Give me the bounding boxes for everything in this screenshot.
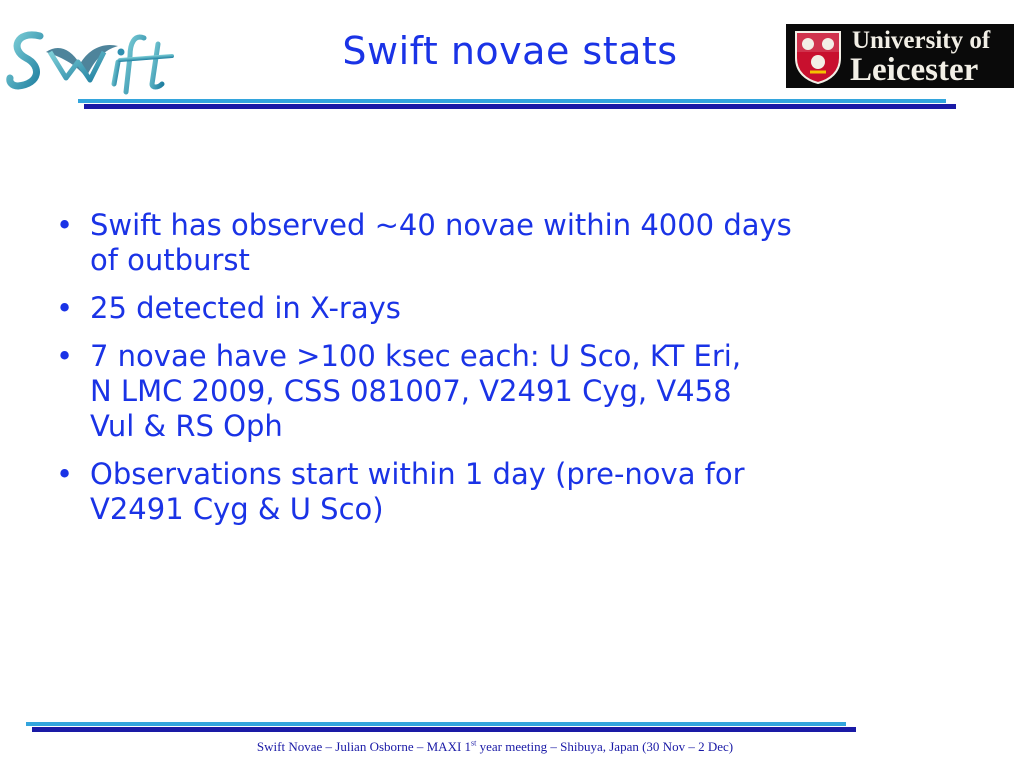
bullet-item	[56, 339, 996, 444]
university-logo	[786, 24, 1014, 88]
footer-text-start: Swift Novae – Julian Osborne – MAXI 1	[256, 739, 472, 754]
bullet-text: Observations start within 1 day (pre-nova for V2491 Cyg & U Sco)	[90, 457, 745, 526]
footer-text-superscript: st	[471, 738, 477, 748]
slide-title: Swift novae stats	[342, 29, 678, 73]
footer-rule-light	[26, 722, 846, 726]
bullet-text: 25 detected in X-rays	[90, 291, 401, 325]
university-crest-icon	[790, 28, 846, 84]
footer-text	[0, 738, 990, 756]
bullet-dot-icon: •	[56, 457, 74, 491]
bullet-text: 7 novae have >100 ksec each: U Sco, KT Eri, N LMC 2009, CSS 081007, V2491 Cyg, V458 Vul & RS Oph	[90, 339, 742, 443]
header-rule-light	[78, 99, 946, 103]
bullet-item	[56, 457, 996, 527]
swift-bird-logo-icon	[6, 22, 186, 100]
footer-text-end: year meeting – Shibuya, Japan (30 Nov – 2 Dec)	[476, 739, 734, 754]
bullet-text: Swift has observed ~40 novae within 4000 days of outburst	[90, 208, 792, 277]
university-name-line1: University of	[852, 27, 991, 54]
bullet-dot-icon: •	[56, 339, 74, 373]
bullet-dot-icon: •	[56, 208, 74, 242]
header-rule-dark	[84, 104, 956, 109]
bullet-item	[56, 291, 996, 326]
swift-logo	[6, 22, 186, 100]
bullet-dot-icon: •	[56, 291, 74, 325]
university-name-line2: Leicester	[850, 52, 979, 88]
footer-rule-dark	[32, 727, 856, 732]
bullet-list	[56, 208, 996, 540]
bullet-item	[56, 208, 996, 278]
